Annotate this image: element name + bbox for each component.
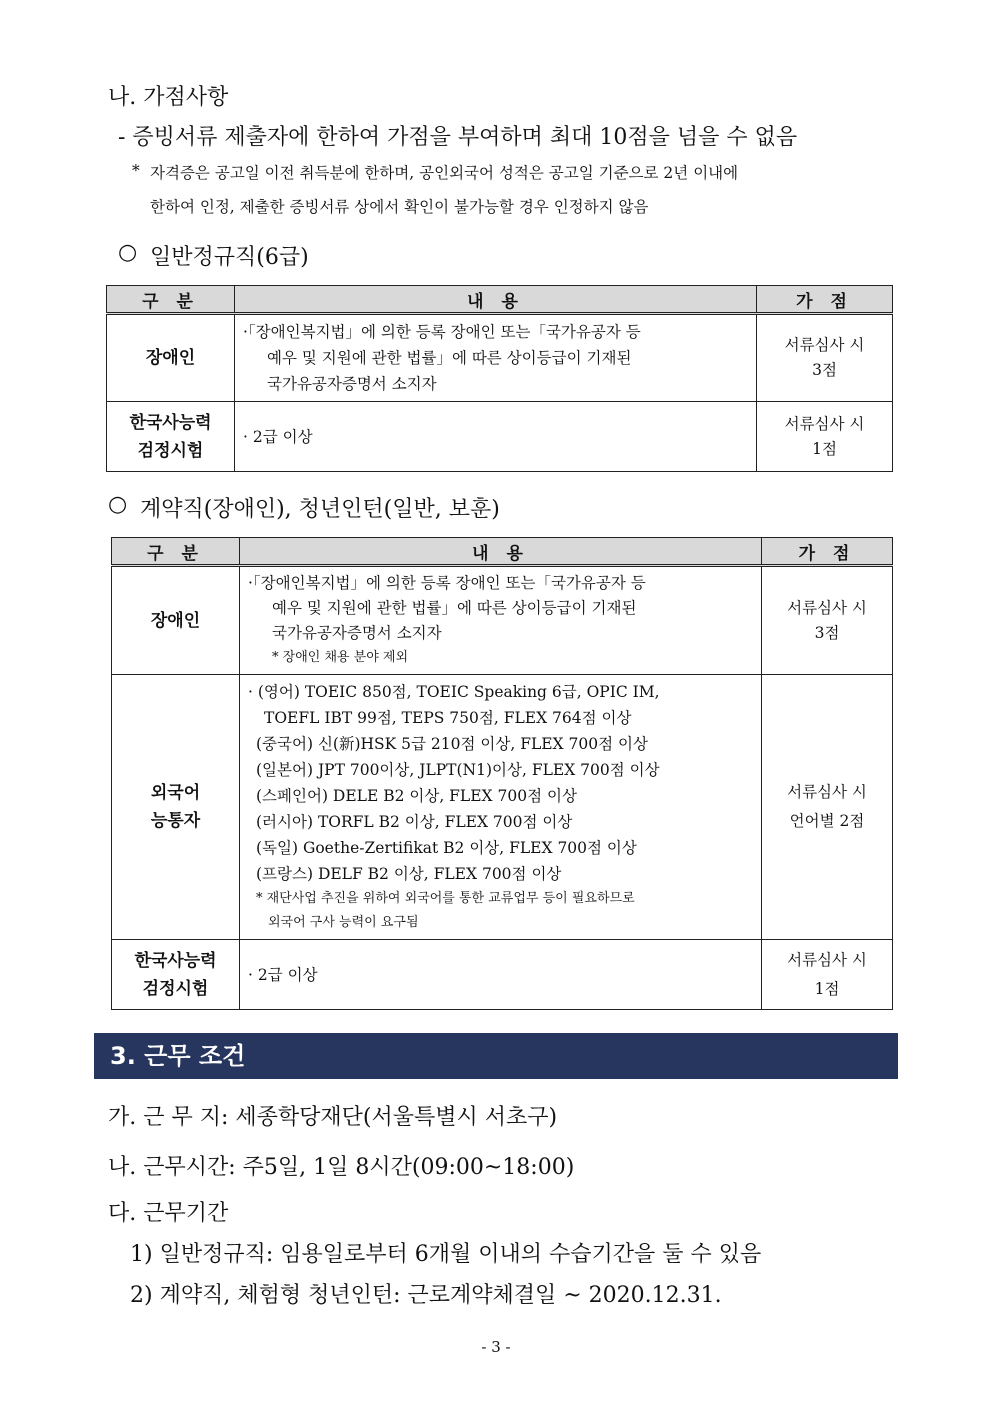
points-line: 1점 [814,979,840,998]
content-note: * 재단사업 추진을 위하여 외국어를 통한 교류업무 등이 필요하므로 [256,891,635,906]
table-row [112,566,893,675]
points-line: 서류심사 시 [784,414,865,433]
content-line: (러시아) TORFL B2 이상, FLEX 700점 이상 [256,813,573,831]
table-header-row [107,286,893,314]
points-line: 서류심사 시 [787,783,867,801]
table1-title: 일반정규직(6급) [150,245,309,270]
header-category: 구 분 [107,286,235,314]
row-points [757,402,893,472]
content-line: (독일) Goethe-Zertifikat B2 이상, FLEX 700점 이상 [256,839,637,857]
section-heading-bonus: 나. 가점사항 [108,85,229,110]
table-header-row [112,538,893,566]
points-line: 3점 [814,623,840,642]
bonus-table-contract [111,537,893,1010]
category-line: 한국사능력 [134,950,217,971]
note-mark: * [132,162,140,180]
content-line: ·「장애인복지법」에 의한 등록 장애인 또는「국가유공자 등 [243,323,641,341]
category-line: 검정시험 [137,440,204,461]
content-note: * 장애인 채용 분야 제외 [272,650,409,665]
table2-title-mark: ○ [108,492,128,517]
row-points [762,566,893,675]
content-line: (중국어) 신(新)HSK 5급 210점 이상, FLEX 700점 이상 [256,735,648,753]
content-line: TOEFL IBT 99점, TEPS 750점, FLEX 764점 이상 [264,709,632,727]
work-location: 가. 근 무 지: 세종학당재단(서울특별시 서초구) [108,1105,558,1130]
note-line-1: 자격증은 공고일 이전 취득분에 한하며, 공인외국어 성적은 공고일 기준으로 2년 이내에 [150,164,739,182]
category-line: 검정시험 [142,978,209,999]
points-line: 서류심사 시 [784,336,865,354]
points-line: 언어별 2점 [789,812,865,830]
header-content: 내 용 [240,538,762,566]
row-category [112,940,240,1010]
header-points: 가 점 [757,286,893,314]
header-points: 가 점 [762,538,893,566]
row-content [240,940,762,1010]
section-banner-work-conditions: 3. 근무 조건 [94,1033,898,1079]
row-points [762,940,893,1010]
row-category [107,402,235,472]
header-category: 구 분 [112,538,240,566]
page-number: - 3 - [481,1338,511,1356]
content-line: · (영어) TOEIC 850점, TOEIC Speaking 6급, OPIC IM, [248,683,660,701]
row-points [762,675,893,940]
row-content [240,566,762,675]
table-row [112,675,893,940]
work-period-regular: 1) 일반정규직: 임용일로부터 6개월 이내의 수습기간을 둘 수 있음 [130,1242,762,1267]
points-line: 서류심사 시 [787,950,867,969]
points-line: 3점 [812,361,837,379]
content-line: ·「장애인복지법」에 의한 등록 장애인 또는「국가유공자 등 [248,574,646,592]
content-line: (스페인어) DELE B2 이상, FLEX 700점 이상 [256,787,577,805]
table2-title: 계약직(장애인), 청년인턴(일반, 보훈) [140,497,500,522]
bonus-rule-text: - 증빙서류 제출자에 한하여 가점을 부여하며 최대 10점을 넘을 수 없음 [118,125,798,150]
table-row [107,402,893,472]
content-line: 예우 및 지원에 관한 법률」에 따른 상이등급이 기재된 [272,599,637,617]
content-line: (프랑스) DELF B2 이상, FLEX 700점 이상 [256,865,562,883]
table-row [107,314,893,402]
row-content [240,675,762,940]
row-content [235,402,757,472]
work-period-heading: 다. 근무기간 [108,1201,229,1226]
row-category: 장애인 [112,566,240,675]
row-category [112,675,240,940]
content-line: 예우 및 지원에 관한 법률」에 따른 상이등급이 기재된 [267,349,632,367]
content-line: 국가유공자증명서 소지자 [272,624,442,642]
content-line: · 2급 이상 [243,427,313,446]
row-category: 장애인 [107,314,235,402]
category-line: 외국어 [150,783,201,803]
work-hours: 나. 근무시간: 주5일, 1일 8시간(09:00~18:00) [108,1155,575,1180]
content-line: · 2급 이상 [248,965,318,984]
points-line: 서류심사 시 [787,598,867,617]
note-line-2: 한하여 인정, 제출한 증빙서류 상에서 확인이 불가능할 경우 인정하지 않음 [150,198,649,216]
bonus-table-regular [106,285,893,472]
row-points [757,314,893,402]
points-line: 1점 [812,439,837,458]
work-period-contract: 2) 계약직, 체험형 청년인턴: 근로계약체결일 ~ 2020.12.31. [130,1283,722,1308]
category-line: 한국사능력 [129,412,212,433]
table-row [112,940,893,1010]
header-content: 내 용 [235,286,757,314]
content-line: (일본어) JPT 700이상, JLPT(N1)이상, FLEX 700점 이상 [256,761,660,779]
content-note: 외국어 구사 능력이 요구됨 [268,915,419,930]
row-content [235,314,757,402]
content-line: 국가유공자증명서 소지자 [267,375,437,393]
category-line: 능통자 [150,811,201,831]
table1-title-mark: ○ [118,240,138,265]
